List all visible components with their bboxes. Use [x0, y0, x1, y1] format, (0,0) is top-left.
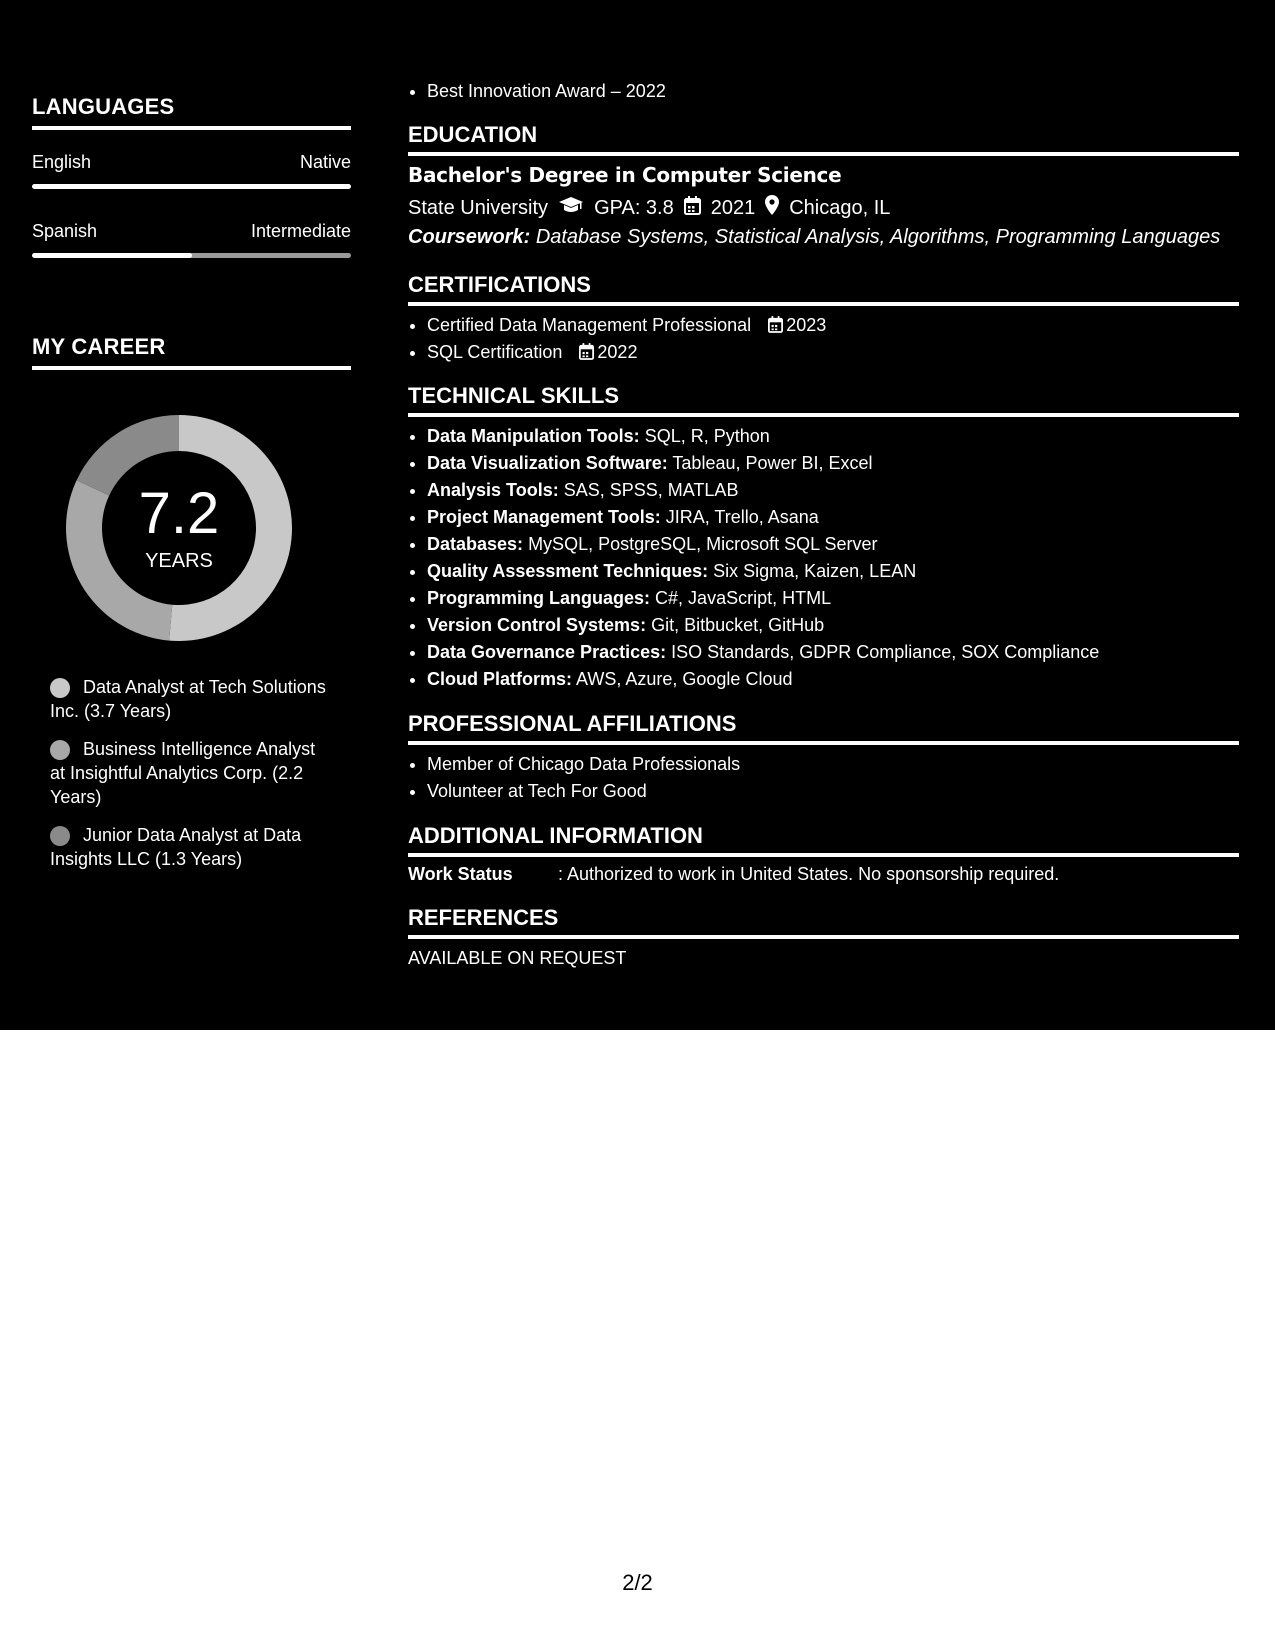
- affiliation-item: • Member of Chicago Data Professionals: [427, 751, 1258, 778]
- career-total-years: 7.2: [138, 481, 220, 546]
- skill-value: Git, Bitbucket, GitHub: [651, 615, 825, 635]
- career-total-unit: YEARS: [145, 550, 213, 572]
- graduation-cap-icon: [558, 196, 584, 220]
- certification-year: 2022: [597, 342, 638, 362]
- skill-label: Databases:: [427, 534, 524, 554]
- career-legend-label: Business Intelligence Analyst at Insightful Analytics Corp. (2.2 Years): [50, 739, 316, 807]
- language-proficiency-bar: [32, 184, 351, 189]
- career-legend: [50, 675, 330, 885]
- skill-item: [427, 639, 1258, 666]
- skill-value: Tableau, Power BI, Excel: [672, 453, 873, 473]
- certification-year: 2023: [786, 315, 827, 335]
- career-legend-label: Data Analyst at Tech Solutions Inc. (3.7 Years): [50, 677, 326, 721]
- coursework-value: Database Systems, Statistical Analysis, Algorithms, Programming Languages: [535, 226, 1221, 248]
- main-content: [380, 0, 1275, 1030]
- additional-info-heading: ADDITIONAL INFORMATION: [408, 823, 1239, 857]
- calendar-icon: [768, 316, 783, 333]
- education-year: 2021: [710, 196, 756, 219]
- skill-value: C#, JavaScript, HTML: [655, 588, 832, 608]
- skill-value: MySQL, PostgreSQL, Microsoft SQL Server: [528, 534, 878, 554]
- language-proficiency-bar: [32, 253, 351, 258]
- skill-item: [427, 666, 1258, 693]
- language-proficiency-fill: [32, 184, 351, 189]
- skill-label: Quality Assessment Techniques:: [427, 561, 709, 581]
- work-status-value: : Authorized to work in United States. No sponsorship required.: [558, 864, 1060, 884]
- skill-label: Analysis Tools:: [427, 480, 559, 500]
- calendar-icon: [579, 343, 594, 360]
- skill-item: [427, 450, 1258, 477]
- language-level: Native: [299, 152, 351, 172]
- skill-label: Version Control Systems:: [427, 615, 647, 635]
- affiliations-list: [408, 751, 1258, 805]
- certification-name: Certified Data Management Professional: [427, 315, 752, 335]
- career-donut-chart: [66, 415, 292, 641]
- skill-item: [427, 477, 1258, 504]
- affiliations-heading: PROFESSIONAL AFFILIATIONS: [408, 711, 1239, 745]
- skill-label: Cloud Platforms:: [427, 669, 573, 689]
- technical-skills-list: [408, 423, 1258, 693]
- work-status-row: [408, 864, 1059, 885]
- language-proficiency-fill: [32, 253, 192, 258]
- language-name: Spanish: [32, 221, 98, 241]
- technical-skills-heading: TECHNICAL SKILLS: [408, 383, 1239, 417]
- page-number: 2/2: [622, 1570, 653, 1595]
- references-text: AVAILABLE ON REQUEST: [408, 948, 627, 968]
- legend-dot-icon: [50, 826, 70, 846]
- certification-name: SQL Certification: [427, 342, 563, 362]
- education-heading: EDUCATION: [408, 122, 1239, 156]
- references-heading: REFERENCES: [408, 905, 1239, 939]
- skill-item: [427, 558, 1258, 585]
- language-name: English: [32, 152, 92, 172]
- location-pin-icon: [765, 195, 779, 221]
- skill-item: [427, 423, 1258, 450]
- education-coursework: [408, 226, 1220, 249]
- education-location: Chicago, IL: [789, 196, 891, 219]
- award-item: • Best Innovation Award – 2022: [427, 78, 1258, 105]
- career-legend-item: [50, 737, 330, 809]
- certification-item: [427, 339, 1258, 366]
- skill-label: Programming Languages:: [427, 588, 651, 608]
- education-school: State University: [408, 196, 549, 219]
- skill-value: SQL, R, Python: [644, 426, 770, 446]
- education-meta: [408, 195, 890, 221]
- skill-value: JIRA, Trello, Asana: [665, 507, 819, 527]
- skill-value: SAS, SPSS, MATLAB: [563, 480, 739, 500]
- languages-heading: LANGUAGES: [32, 94, 351, 130]
- calendar-icon: [684, 196, 701, 221]
- career-legend-label: Junior Data Analyst at Data Insights LLC (1.3 Years): [50, 825, 302, 869]
- skill-item: [427, 531, 1258, 558]
- sidebar: [0, 0, 380, 1030]
- affiliation-item: • Volunteer at Tech For Good: [427, 778, 1258, 805]
- education-gpa: GPA: 3.8: [594, 196, 674, 219]
- skill-item: [427, 504, 1258, 531]
- skill-label: Data Visualization Software:: [427, 453, 668, 473]
- career-heading: MY CAREER: [32, 334, 351, 370]
- awards-list: [408, 78, 1258, 105]
- skill-label: Data Manipulation Tools:: [427, 426, 640, 446]
- skill-label: Project Management Tools:: [427, 507, 661, 527]
- certifications-list: [408, 312, 1258, 366]
- skill-value: Six Sigma, Kaizen, LEAN: [713, 561, 917, 581]
- career-legend-item: [50, 675, 330, 723]
- work-status-label: Work Status: [408, 864, 513, 884]
- career-legend-item: [50, 823, 330, 871]
- certification-item: [427, 312, 1258, 339]
- skill-value: AWS, Azure, Google Cloud: [576, 669, 793, 689]
- legend-dot-icon: [50, 740, 70, 760]
- certifications-heading: CERTIFICATIONS: [408, 272, 1239, 306]
- education-degree: Bachelor's Degree in Computer Science: [408, 163, 842, 187]
- skill-item: [427, 585, 1258, 612]
- coursework-label: Coursework:: [408, 226, 531, 248]
- skill-item: [427, 612, 1258, 639]
- language-level: Intermediate: [250, 221, 351, 241]
- legend-dot-icon: [50, 678, 70, 698]
- skill-label: Data Governance Practices:: [427, 642, 667, 662]
- skill-value: ISO Standards, GDPR Compliance, SOX Compliance: [671, 642, 1100, 662]
